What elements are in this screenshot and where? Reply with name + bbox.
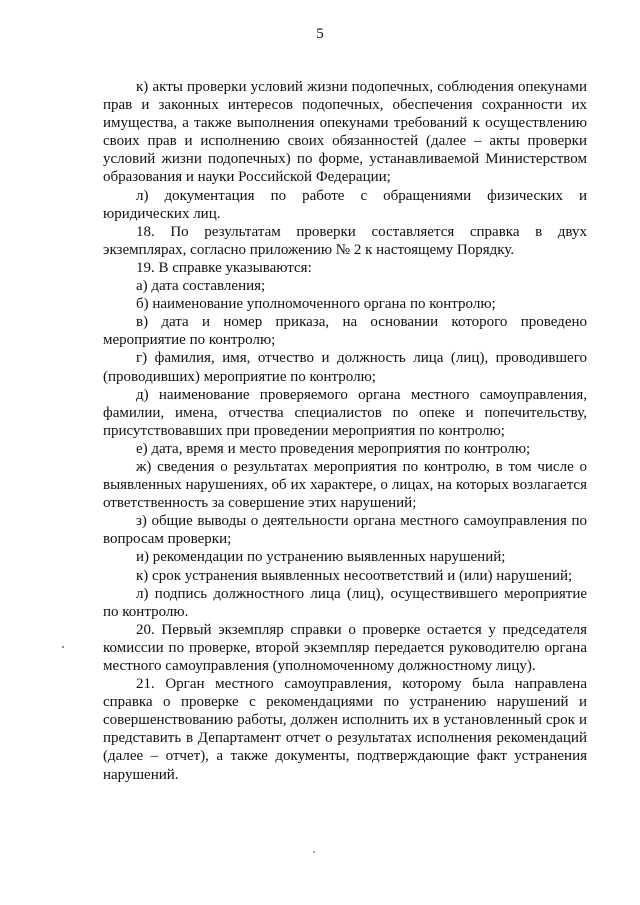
paragraph-21: 21. Орган местного самоуправления, которому была направлена справка о проверке с рекомендациями по устранению нарушений и совершенствованию работы, должен исполнить их в установленный срок и представить в Департамент отчет о результатах исполнения рекомендаций (далее – отчет), а также документы, подтверждающие факт устранения нарушений.: [103, 676, 587, 783]
list-item-b: б) наименование уполномоченного органа по контролю;: [136, 296, 496, 313]
paragraph-19: 19. В справке указываются:: [136, 259, 312, 276]
list-item-k: к) срок устранения выявленных несоответствий и (или) нарушений;: [136, 567, 573, 584]
list-item-v: в) дата и номер приказа, на основании которого проведено мероприятие по контролю;: [103, 314, 587, 349]
document-body: [103, 78, 587, 784]
paragraph-k-acts: к) акты проверки условий жизни подопечных, соблюдения опекунами прав и законных интересов подопечных, обеспечения сохранности их имущества, а также выполнения опекунами требований к осуществлению своих прав и исполнению своих обязанностей (далее – акты проверки условий жизни подопечных) по форме, устанавливаемой Министерством образования и науки Российской Федерации;: [103, 79, 587, 186]
scan-speck: [313, 851, 315, 853]
scan-speck: [62, 646, 64, 648]
list-item-a: а) дата составления;: [136, 278, 266, 295]
list-item-l: л) подпись должностного лица (лиц), осуществившего мероприятие по контролю.: [103, 585, 587, 620]
page-number: 5: [316, 26, 324, 42]
list-item-z: з) общие выводы о деятельности органа местного самоуправления по вопросам проверки;: [103, 513, 587, 548]
paragraph-20: 20. Первый экземпляр справки о проверке остается у председателя комиссии по проверке, второй экземпляр передается руководителю органа местного самоуправления (уполномоченному должностному лицу).: [103, 621, 587, 674]
list-item-g: г) фамилия, имя, отчество и должность лица (лиц), проводившего (проводивших) мероприятие по контролю;: [103, 350, 587, 385]
list-item-i: и) рекомендации по устранению выявленных нарушений;: [136, 549, 506, 566]
paragraph-l-documentation: л) документация по работе с обращениями физических и юридических лиц.: [103, 187, 587, 222]
paragraph-18: 18. По результатам проверки составляется справка в двух экземплярах, согласно приложению № 2 к настоящему Порядку.: [103, 223, 587, 258]
list-item-e: е) дата, время и место проведения мероприятия по контролю;: [136, 440, 531, 457]
list-item-d: д) наименование проверяемого органа местного самоуправления, фамилии, имена, отчества специалистов по опеке и попечительству, присутствовавших при проведении мероприятия по контролю;: [103, 386, 587, 439]
list-item-zh: ж) сведения о результатах мероприятия по контролю, в том числе о выявленных нарушениях, об их характере, о лицах, на которых возлагается ответственность за совершение этих нарушений;: [103, 458, 587, 512]
